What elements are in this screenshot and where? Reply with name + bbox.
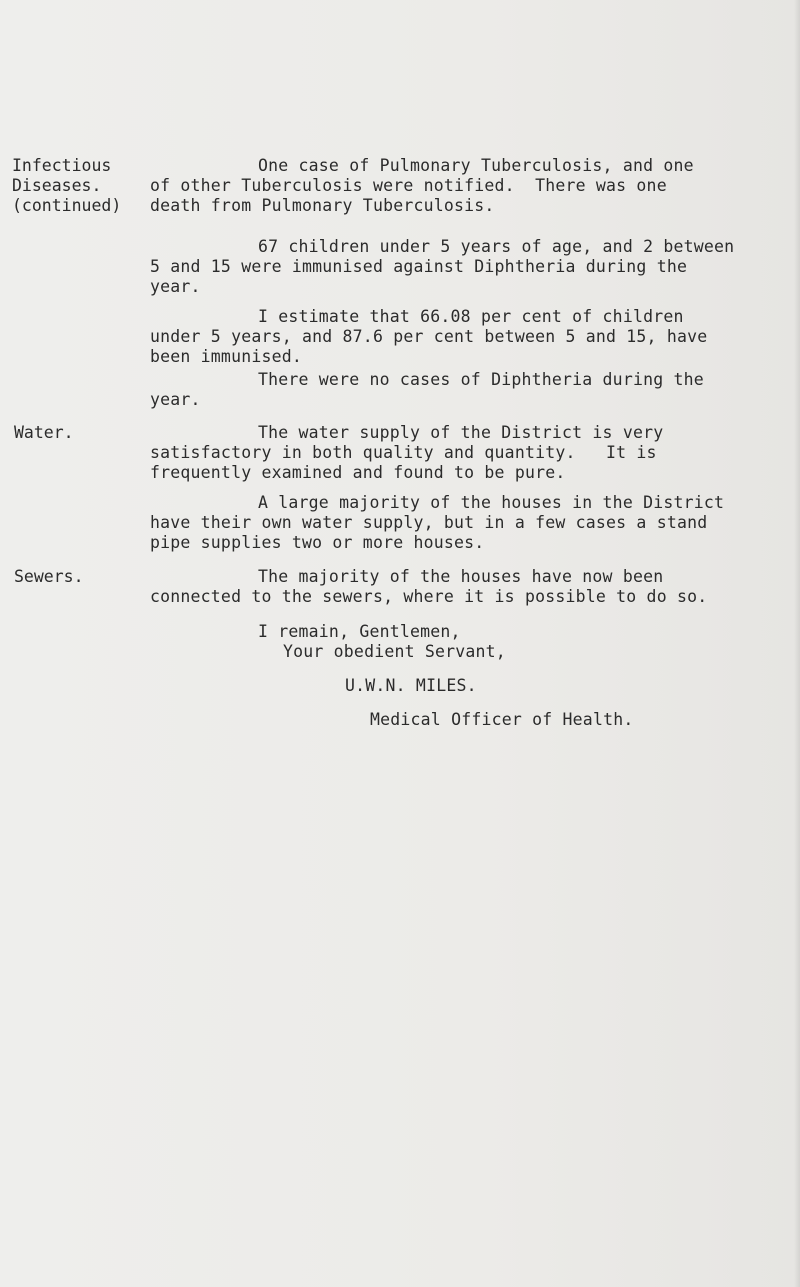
estimate-line-2: under 5 years, and 87.6 per cent between 5 and 15, have [150, 327, 708, 346]
majority-line-3: pipe supplies two or more houses. [150, 533, 485, 552]
margin-heading-infectious: Infectious [12, 156, 112, 175]
tuberculosis-line-2: of other Tuberculosis were notified. There was one [150, 176, 667, 195]
estimate-line-3: been immunised. [150, 347, 303, 366]
water-supply-line-2: satisfactory in both quality and quantity. It is [150, 443, 657, 462]
page-edge-shadow [794, 0, 800, 1287]
immunised-line-1: 67 children under 5 years of age, and 2 between [258, 237, 735, 256]
margin-heading-diseases: Diseases. [12, 176, 102, 195]
sewers-line-1: The majority of the houses have now been [258, 567, 664, 586]
no-cases-line-2: year. [150, 390, 201, 409]
estimate-line-1: I estimate that 66.08 per cent of children [258, 307, 684, 326]
margin-heading-sewers: Sewers. [14, 567, 84, 586]
immunised-line-3: year. [150, 277, 201, 296]
tuberculosis-line-1: One case of Pulmonary Tuberculosis, and one [258, 156, 694, 175]
tuberculosis-line-3: death from Pulmonary Tuberculosis. [150, 196, 495, 215]
water-supply-line-3: frequently examined and found to be pure. [150, 463, 566, 482]
margin-heading-water: Water. [14, 423, 74, 442]
sewers-line-2: connected to the sewers, where it is possible to do so. [150, 587, 708, 606]
no-cases-line-1: There were no cases of Diphtheria during the [258, 370, 704, 389]
majority-line-2: have their own water supply, but in a few cases a stand [150, 513, 708, 532]
margin-heading-continued: (continued) [12, 196, 122, 215]
closing-servant: Your obedient Servant, [283, 642, 506, 661]
immunised-line-2: 5 and 15 were immunised against Diphtheria during the [150, 257, 688, 276]
majority-line-1: A large majority of the houses in the District [258, 493, 725, 512]
water-supply-line-1: The water supply of the District is very [258, 423, 664, 442]
signature-title: Medical Officer of Health. [370, 710, 634, 729]
signature-name: U.W.N. MILES. [345, 676, 477, 695]
closing-remain: I remain, Gentlemen, [258, 622, 461, 641]
